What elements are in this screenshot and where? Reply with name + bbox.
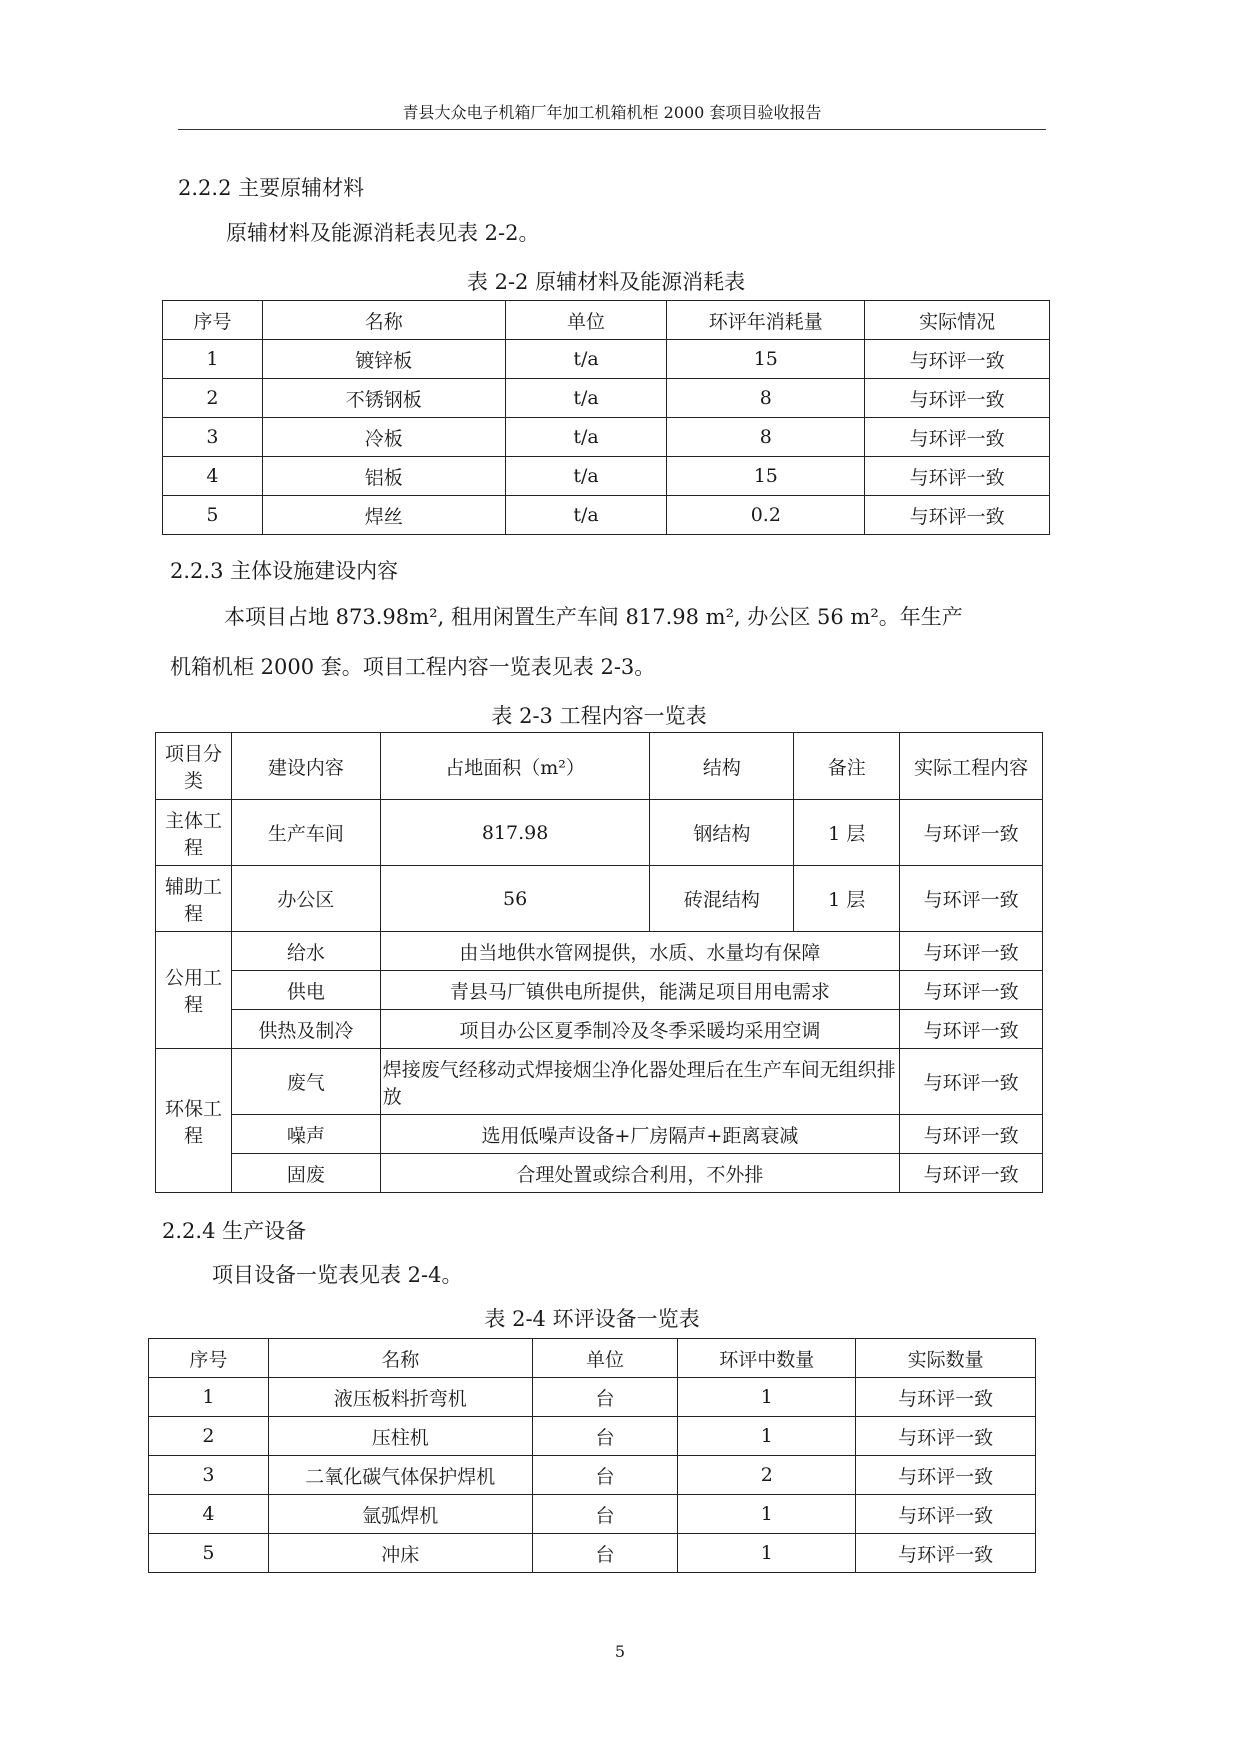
section-heading-2-2-3: 2.2.3 主体设施建设内容 xyxy=(170,559,399,583)
cell: 817.98 xyxy=(380,800,650,866)
table-row xyxy=(149,1417,1036,1456)
col-header: 环评年消耗量 xyxy=(667,301,865,340)
cell: 56 xyxy=(380,866,650,932)
cell: 钢结构 xyxy=(650,800,794,866)
cell: 1 xyxy=(678,1534,856,1573)
project-content-table xyxy=(155,732,1043,1193)
cell: 焊接废气经移动式焊接烟尘净化器处理后在生产车间无组织排放 xyxy=(380,1049,899,1115)
section-2-2-2-intro: 原辅材料及能源消耗表见表 2-2。 xyxy=(226,221,540,245)
cell: t/a xyxy=(505,496,667,535)
col-header: 备注 xyxy=(794,733,900,800)
cell: 8 xyxy=(667,379,865,418)
table-row xyxy=(156,1154,1043,1193)
cell: 冲床 xyxy=(268,1534,532,1573)
col-header: 单位 xyxy=(532,1339,678,1378)
cell: 液压板料折弯机 xyxy=(268,1378,532,1417)
cell: 与环评一致 xyxy=(856,1534,1036,1573)
table-row xyxy=(156,932,1043,971)
cell: 噪声 xyxy=(231,1115,380,1154)
cell: 1 层 xyxy=(794,800,900,866)
cell: 与环评一致 xyxy=(900,1010,1043,1049)
section-heading-2-2-4: 2.2.4 生产设备 xyxy=(162,1219,307,1243)
cell: 供热及制冷 xyxy=(231,1010,380,1049)
cell: 与环评一致 xyxy=(856,1417,1036,1456)
cell: 5 xyxy=(149,1534,269,1573)
category-cell: 主体工程 xyxy=(156,800,232,866)
cell: 与环评一致 xyxy=(900,971,1043,1010)
cell: 2 xyxy=(163,379,263,418)
cell: 焊丝 xyxy=(262,496,505,535)
table-row xyxy=(163,379,1050,418)
cell: 不锈钢板 xyxy=(262,379,505,418)
col-header: 名称 xyxy=(268,1339,532,1378)
cell: 由当地供水管网提供，水质、水量均有保障 xyxy=(380,932,899,971)
cell: 1 xyxy=(149,1378,269,1417)
category-cell: 环保工程 xyxy=(156,1049,232,1193)
category-cell: 辅助工程 xyxy=(156,866,232,932)
table-row xyxy=(149,1456,1036,1495)
col-header: 实际数量 xyxy=(856,1339,1036,1378)
cell: 生产车间 xyxy=(231,800,380,866)
cell: 1 层 xyxy=(794,866,900,932)
cell: 铝板 xyxy=(262,457,505,496)
cell: 选用低噪声设备+厂房隔声+距离衰减 xyxy=(380,1115,899,1154)
col-header: 序号 xyxy=(163,301,263,340)
cell: 与环评一致 xyxy=(900,866,1043,932)
col-header: 实际情况 xyxy=(865,301,1050,340)
table-row xyxy=(156,971,1043,1010)
cell: 与环评一致 xyxy=(900,1115,1043,1154)
col-header: 实际工程内容 xyxy=(900,733,1043,800)
cell: 与环评一致 xyxy=(900,800,1043,866)
equipment-table xyxy=(148,1338,1036,1573)
cell: 二氧化碳气体保护焊机 xyxy=(268,1456,532,1495)
cell: 与环评一致 xyxy=(865,340,1050,379)
cell: t/a xyxy=(505,340,667,379)
col-header: 单位 xyxy=(505,301,667,340)
cell: 办公区 xyxy=(231,866,380,932)
table-row xyxy=(156,1010,1043,1049)
table-row xyxy=(163,418,1050,457)
section-heading-2-2-2: 2.2.2 主要原辅材料 xyxy=(178,176,365,200)
cell: 与环评一致 xyxy=(856,1378,1036,1417)
cell: 与环评一致 xyxy=(856,1495,1036,1534)
cell: 台 xyxy=(532,1417,678,1456)
cell: 项目办公区夏季制冷及冬季采暖均采用空调 xyxy=(380,1010,899,1049)
table-row xyxy=(156,1115,1043,1154)
cell: 青县马厂镇供电所提供，能满足项目用电需求 xyxy=(380,971,899,1010)
cell: 2 xyxy=(149,1417,269,1456)
cell: t/a xyxy=(505,418,667,457)
cell: t/a xyxy=(505,457,667,496)
cell: 镀锌板 xyxy=(262,340,505,379)
col-header: 建设内容 xyxy=(231,733,380,800)
cell: 与环评一致 xyxy=(865,418,1050,457)
section-2-2-3-para-1: 本项目占地 873.98m², 租用闲置生产车间 817.98 m², 办公区 56 m²。年生产 xyxy=(224,605,963,629)
table-row xyxy=(163,457,1050,496)
cell: 1 xyxy=(678,1417,856,1456)
document-header: 青县大众电子机箱厂年加工机箱机柜 2000 套项目验收报告 xyxy=(178,100,1046,130)
cell: 与环评一致 xyxy=(900,1154,1043,1193)
table-row xyxy=(149,1534,1036,1573)
cell: 合理处置或综合利用，不外排 xyxy=(380,1154,899,1193)
table-2-2-caption: 表 2-2 原辅材料及能源消耗表 xyxy=(466,270,746,294)
col-header: 环评中数量 xyxy=(678,1339,856,1378)
cell: 废气 xyxy=(231,1049,380,1115)
table-row xyxy=(163,340,1050,379)
cell: 4 xyxy=(149,1495,269,1534)
col-header: 名称 xyxy=(262,301,505,340)
cell: 砖混结构 xyxy=(650,866,794,932)
cell: 2 xyxy=(678,1456,856,1495)
col-header: 占地面积（m²） xyxy=(380,733,650,800)
category-cell: 公用工程 xyxy=(156,932,232,1049)
cell: 3 xyxy=(149,1456,269,1495)
materials-table xyxy=(162,300,1050,535)
col-header: 项目分类 xyxy=(156,733,232,800)
cell: 3 xyxy=(163,418,263,457)
cell: 氩弧焊机 xyxy=(268,1495,532,1534)
col-header: 序号 xyxy=(149,1339,269,1378)
cell: t/a xyxy=(505,379,667,418)
table-row xyxy=(156,800,1043,866)
cell: 台 xyxy=(532,1456,678,1495)
cell: 5 xyxy=(163,496,263,535)
section-2-2-4-intro: 项目设备一览表见表 2-4。 xyxy=(212,1263,463,1287)
cell: 0.2 xyxy=(667,496,865,535)
cell: 与环评一致 xyxy=(865,379,1050,418)
section-2-2-3-para-2: 机箱机柜 2000 套。项目工程内容一览表见表 2-3。 xyxy=(170,655,656,679)
cell: 台 xyxy=(532,1534,678,1573)
cell: 供电 xyxy=(231,971,380,1010)
cell: 15 xyxy=(667,340,865,379)
page-number: 5 xyxy=(614,1642,626,1661)
cell: 压柱机 xyxy=(268,1417,532,1456)
cell: 与环评一致 xyxy=(900,1049,1043,1115)
cell: 冷板 xyxy=(262,418,505,457)
table-header-row xyxy=(163,301,1050,340)
cell: 台 xyxy=(532,1378,678,1417)
cell: 与环评一致 xyxy=(865,496,1050,535)
table-row xyxy=(163,496,1050,535)
cell: 与环评一致 xyxy=(856,1456,1036,1495)
cell: 给水 xyxy=(231,932,380,971)
table-2-3-caption: 表 2-3 工程内容一览表 xyxy=(491,704,707,728)
cell: 台 xyxy=(532,1495,678,1534)
cell: 1 xyxy=(678,1495,856,1534)
cell: 与环评一致 xyxy=(865,457,1050,496)
cell: 8 xyxy=(667,418,865,457)
table-row xyxy=(149,1495,1036,1534)
table-header-row xyxy=(156,733,1043,800)
cell: 与环评一致 xyxy=(900,932,1043,971)
table-2-4-caption: 表 2-4 环评设备一览表 xyxy=(484,1307,700,1331)
cell: 4 xyxy=(163,457,263,496)
table-row xyxy=(156,1049,1043,1115)
cell: 1 xyxy=(163,340,263,379)
table-header-row xyxy=(149,1339,1036,1378)
cell: 15 xyxy=(667,457,865,496)
table-row xyxy=(156,866,1043,932)
col-header: 结构 xyxy=(650,733,794,800)
cell: 1 xyxy=(678,1378,856,1417)
table-row xyxy=(149,1378,1036,1417)
cell: 固废 xyxy=(231,1154,380,1193)
